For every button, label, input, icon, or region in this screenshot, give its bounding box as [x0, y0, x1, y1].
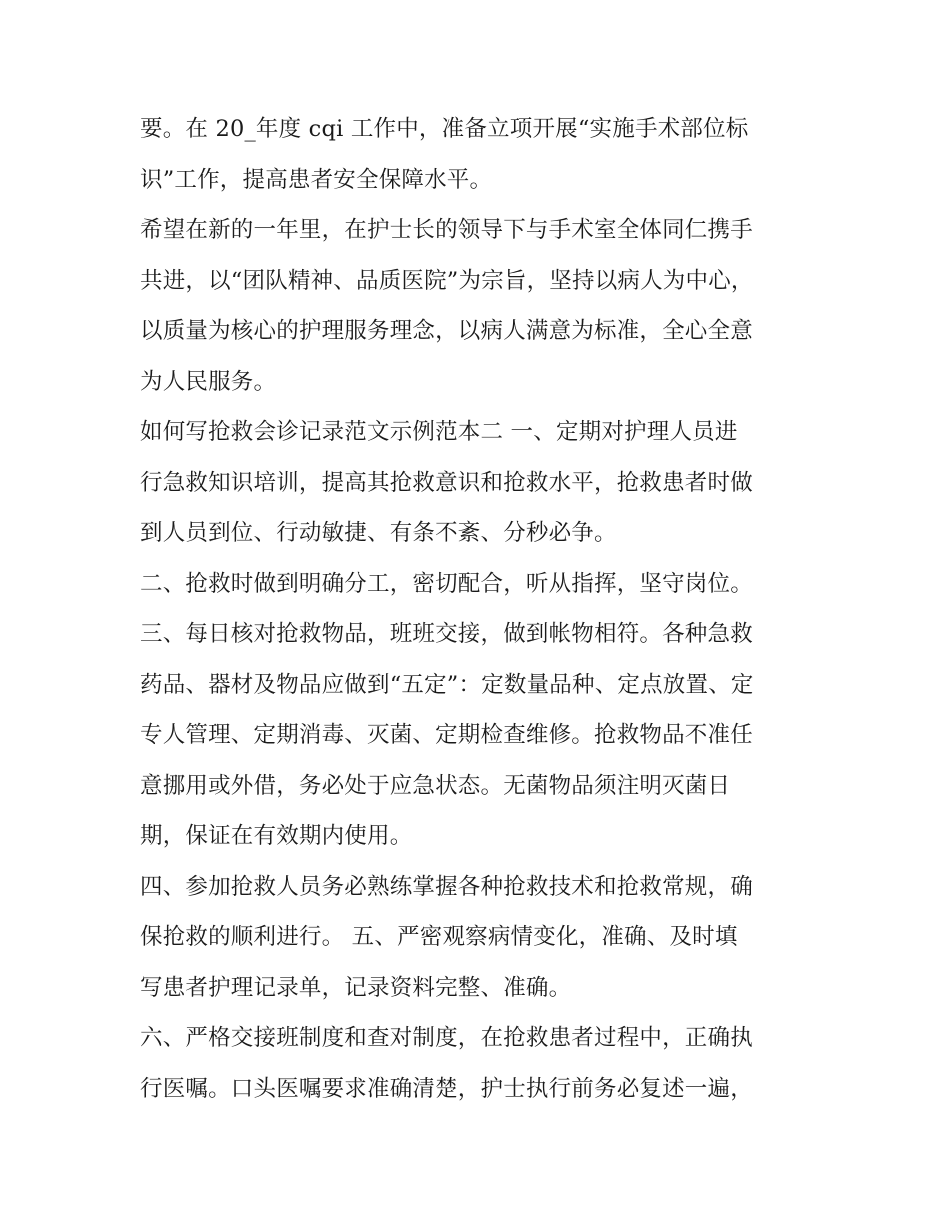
document-body — [140, 104, 820, 1114]
text-line: 保抢救的顺利进行。 五、严密观察病情变化，准确、及时填 — [140, 924, 738, 950]
text-line: 期，保证在有效期内使用。 — [140, 823, 413, 849]
text-line: 以质量为核心的护理服务理念，以病人满意为标准，全心全意 — [140, 318, 753, 344]
text-line: 药品、器材及物品应做到“五定”：定数量品种、定点放置、定 — [140, 671, 754, 698]
text-line: 三、每日核对抢救物品，班班交接，做到帐物相符。各种急救 — [140, 621, 753, 647]
text-line: 六、严格交接班制度和查对制度，在抢救患者过程中，正确执 — [140, 1025, 753, 1051]
text-line: 专人管理、定期消毒、灭菌、定期检查维修。抢救物品不准任 — [140, 722, 753, 748]
text-line: 希望在新的一年里，在护士长的领导下与手术室全体同仁携手 — [140, 217, 753, 243]
text-line: 二、抢救时做到明确分工，密切配合，听从指挥，坚守岗位。 — [140, 570, 753, 597]
text-line: 行急救知识培训，提高其抢救意识和抢救水平，抢救患者时做 — [140, 469, 753, 496]
text-line: 四、参加抢救人员务必熟练掌握各种抢救技术和抢救常规，确 — [140, 873, 753, 900]
text-line: 为人民服务。 — [140, 368, 277, 395]
text-line: 共进，以“团队精神、品质医院”为宗旨，坚持以病人为中心， — [140, 267, 754, 294]
text-line: 到人员到位、行动敏捷、有条不紊、分秒必争。 — [140, 520, 617, 546]
text-line: 如何写抢救会诊记录范文示例范本二 一、定期对护理人员进 — [140, 419, 738, 445]
text-line: 要。在 20_年度 cqi 工作中，准备立项开展“实施手术部位标 — [140, 116, 749, 142]
text-line: 识”工作，提高患者安全保障水平。 — [140, 166, 493, 193]
text-line: 行医嘱。口头医嘱要求准确清楚，护士执行前务必复述一遍， — [140, 1075, 753, 1102]
text-line: 意挪用或外借，务必处于应急状态。无菌物品须注明灭菌日 — [140, 772, 731, 799]
text-line: 写患者护理记录单，记录资料完整、准确。 — [140, 974, 572, 1001]
